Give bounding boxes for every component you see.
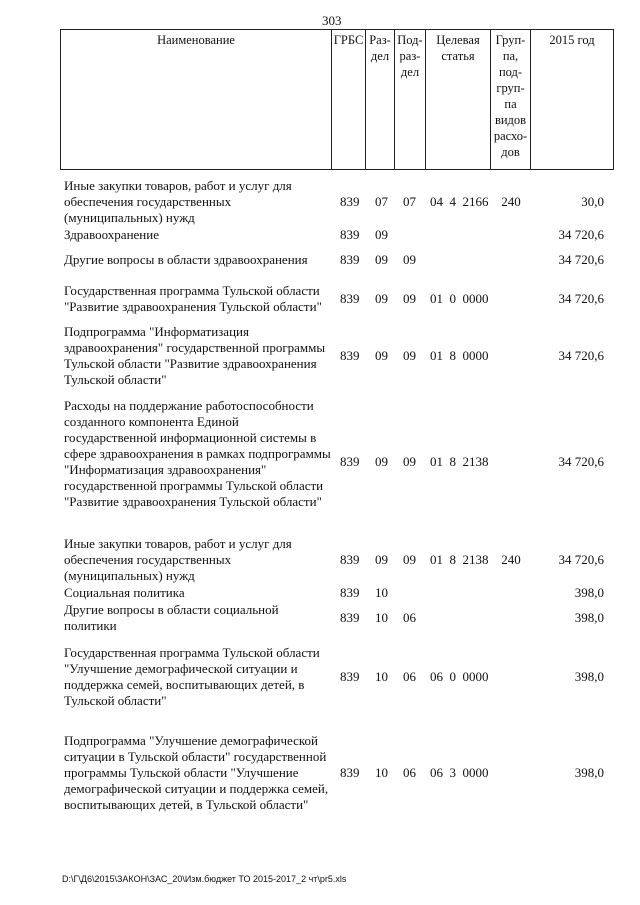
row-sum: 34 720,6 bbox=[558, 291, 604, 306]
row-grbs: 839 bbox=[340, 765, 360, 780]
row-name: Другие вопросы в области здравоохранения bbox=[64, 252, 308, 267]
table-row bbox=[60, 227, 614, 243]
row-sum: 34 720,6 bbox=[558, 348, 604, 363]
row-sum: 398,0 bbox=[574, 669, 604, 684]
row-cel-statya: 06 3 0000 bbox=[430, 765, 489, 780]
row-razdel: 09 bbox=[375, 552, 388, 567]
row-gruppa: 240 bbox=[501, 194, 521, 209]
col-podrazdel-header: Под- раз- дел bbox=[395, 30, 426, 169]
table-row bbox=[60, 602, 614, 634]
row-razdel: 10 bbox=[375, 765, 388, 780]
row-grbs: 839 bbox=[340, 552, 360, 567]
row-razdel: 07 bbox=[375, 194, 388, 209]
row-grbs: 839 bbox=[340, 227, 360, 242]
row-cel-statya: 01 0 0000 bbox=[430, 291, 489, 306]
table-row bbox=[60, 585, 614, 601]
col-grbs-header: ГРБС bbox=[332, 30, 366, 169]
col-gruppa-header: Груп- па, под- груп- па видов расхо- дов bbox=[491, 30, 531, 169]
table-row bbox=[60, 733, 614, 813]
row-podrazdel: 09 bbox=[403, 291, 416, 306]
table-row bbox=[60, 398, 614, 526]
table-row bbox=[60, 283, 614, 315]
row-podrazdel: 06 bbox=[403, 669, 416, 684]
row-sum: 34 720,6 bbox=[558, 454, 604, 469]
row-razdel: 09 bbox=[375, 348, 388, 363]
row-name: Государственная программа Тульской области "Улучшение демографической ситуации и поддержка семей, воспитывающих детей, в Тульской области" bbox=[64, 645, 320, 708]
row-sum: 34 720,6 bbox=[558, 252, 604, 267]
col-name-header: Наименование bbox=[61, 30, 332, 169]
row-name: Государственная программа Тульской области "Развитие здравоохранения Тульской области" bbox=[64, 283, 322, 314]
row-name: Другие вопросы в области социальной политики bbox=[64, 602, 279, 633]
table-row bbox=[60, 645, 614, 709]
col-razdel-header: Раз- дел bbox=[366, 30, 395, 169]
col-celstatya-header: Целевая статья bbox=[426, 30, 491, 169]
row-name: Социальная политика bbox=[64, 585, 185, 600]
row-podrazdel: 06 bbox=[403, 610, 416, 625]
table-row bbox=[60, 324, 614, 388]
table-row bbox=[60, 536, 614, 584]
row-razdel: 10 bbox=[375, 585, 388, 600]
row-name: Расходы на поддержание работоспособности созданного компонента Единой государственной информационной системы в сфере здравоохранения в рамках подпрограммы "Информатизация здравоохранения" государственной программы Тульской области "Развитие здравоохранения Тульской области" bbox=[64, 398, 331, 509]
row-razdel: 09 bbox=[375, 291, 388, 306]
row-sum: 34 720,6 bbox=[558, 227, 604, 242]
row-gruppa: 240 bbox=[501, 552, 521, 567]
page-number: 303 bbox=[322, 13, 342, 28]
file-path-footer: D:\Г\Д6\2015\ЗАКОН\ЗАС_20\Изм.бюджет ТО 2015-2017_2 чт\pr5.xls bbox=[62, 874, 347, 884]
row-grbs: 839 bbox=[340, 454, 360, 469]
row-name: Подпрограмма "Информатизация здравоохранения" государственной программы Тульской области "Развитие здравоохранения Тульской области" bbox=[64, 324, 326, 387]
row-grbs: 839 bbox=[340, 669, 360, 684]
row-name: Иные закупки товаров, работ и услуг для обеспечения государственных (муниципальных) нужд bbox=[64, 536, 292, 583]
row-podrazdel: 09 bbox=[403, 552, 416, 567]
row-grbs: 839 bbox=[340, 252, 360, 267]
row-razdel: 10 bbox=[375, 610, 388, 625]
row-grbs: 839 bbox=[340, 585, 360, 600]
row-podrazdel: 09 bbox=[403, 454, 416, 469]
row-razdel: 10 bbox=[375, 669, 388, 684]
row-cel-statya: 01 8 2138 bbox=[430, 454, 489, 469]
row-name: Здравоохранение bbox=[64, 227, 159, 242]
row-sum: 398,0 bbox=[574, 765, 604, 780]
row-podrazdel: 07 bbox=[403, 194, 416, 209]
row-grbs: 839 bbox=[340, 291, 360, 306]
table-row bbox=[60, 178, 614, 226]
row-podrazdel: 09 bbox=[403, 252, 416, 267]
row-name: Иные закупки товаров, работ и услуг для обеспечения государственных (муниципальных) нужд bbox=[64, 178, 292, 225]
row-grbs: 839 bbox=[340, 348, 360, 363]
table-row bbox=[60, 252, 614, 268]
row-sum: 398,0 bbox=[574, 585, 604, 600]
row-cel-statya: 04 4 2166 bbox=[430, 194, 489, 209]
row-grbs: 839 bbox=[340, 610, 360, 625]
table-header bbox=[60, 29, 614, 170]
row-cel-statya: 01 8 0000 bbox=[430, 348, 489, 363]
row-podrazdel: 09 bbox=[403, 348, 416, 363]
row-name: Подпрограмма "Улучшение демографической ситуации в Тульской области" государственной программы Тульской области "Улучшение демографической ситуации и поддержка семей, воспитывающих детей, в Тульской области" bbox=[64, 733, 329, 812]
row-podrazdel: 06 bbox=[403, 765, 416, 780]
row-cel-statya: 06 0 0000 bbox=[430, 669, 489, 684]
row-grbs: 839 bbox=[340, 194, 360, 209]
row-cel-statya: 01 8 2138 bbox=[430, 552, 489, 567]
row-sum: 398,0 bbox=[574, 610, 604, 625]
row-razdel: 09 bbox=[375, 227, 388, 242]
row-razdel: 09 bbox=[375, 454, 388, 469]
row-sum: 34 720,6 bbox=[558, 552, 604, 567]
col-year-header: 2015 год bbox=[549, 33, 595, 47]
row-razdel: 09 bbox=[375, 252, 388, 267]
row-sum: 30,0 bbox=[581, 194, 604, 209]
